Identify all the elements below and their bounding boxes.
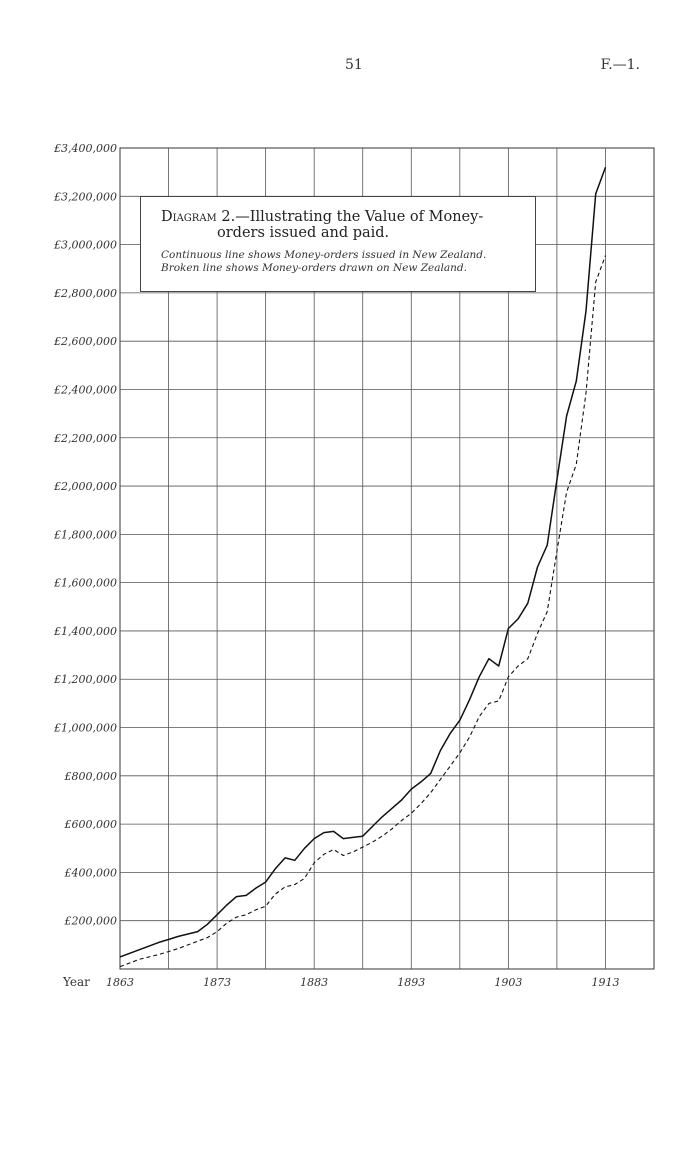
y-tick-label: £800,000	[64, 769, 117, 783]
document-reference: F.—1.	[600, 57, 640, 73]
x-tick-label: 1893	[397, 976, 426, 989]
y-tick-label: £200,000	[64, 914, 117, 928]
y-tick-label: £3,000,000	[54, 238, 117, 252]
y-tick-label: £2,600,000	[54, 335, 117, 349]
y-tick-label: £3,400,000	[54, 142, 117, 155]
x-tick-label: 1873	[203, 976, 232, 989]
x-axis-tick-labels	[106, 976, 619, 989]
x-tick-label: 1863	[106, 976, 134, 989]
y-tick-label: £600,000	[64, 818, 117, 832]
y-tick-label: £1,600,000	[54, 576, 117, 590]
x-tick-label: 1903	[494, 976, 523, 989]
y-axis-tick-labels	[53, 142, 117, 928]
y-tick-label: £400,000	[64, 866, 117, 880]
y-tick-label: £1,000,000	[54, 721, 117, 735]
x-tick-label: 1913	[591, 976, 620, 989]
y-tick-label: £2,400,000	[54, 383, 117, 397]
legend-title	[161, 209, 525, 241]
legend-title-line2: orders issued and paid.	[217, 225, 390, 241]
y-tick-label: £1,800,000	[54, 528, 117, 542]
x-axis-label: Year	[63, 975, 90, 989]
y-tick-label: £1,400,000	[54, 624, 117, 638]
y-tick-label: £3,200,000	[54, 190, 117, 204]
y-tick-label: £2,200,000	[54, 431, 117, 445]
legend-note-continuous: Continuous line shows Money-orders issued in New Zealand.	[161, 249, 487, 261]
legend-note-broken: Broken line shows Money-orders drawn on New Zealand.	[161, 262, 467, 274]
chart-legend	[140, 196, 536, 292]
y-tick-label: £2,000,000	[54, 480, 117, 494]
page-number: 51	[345, 57, 363, 73]
legend-title-caps: Diagram 2.	[161, 209, 236, 225]
legend-title-rest: —Illustrating the Value of Money-	[235, 209, 484, 225]
y-tick-label: £1,200,000	[54, 673, 117, 687]
y-tick-label: £2,800,000	[54, 286, 117, 300]
x-tick-label: 1883	[300, 976, 329, 989]
